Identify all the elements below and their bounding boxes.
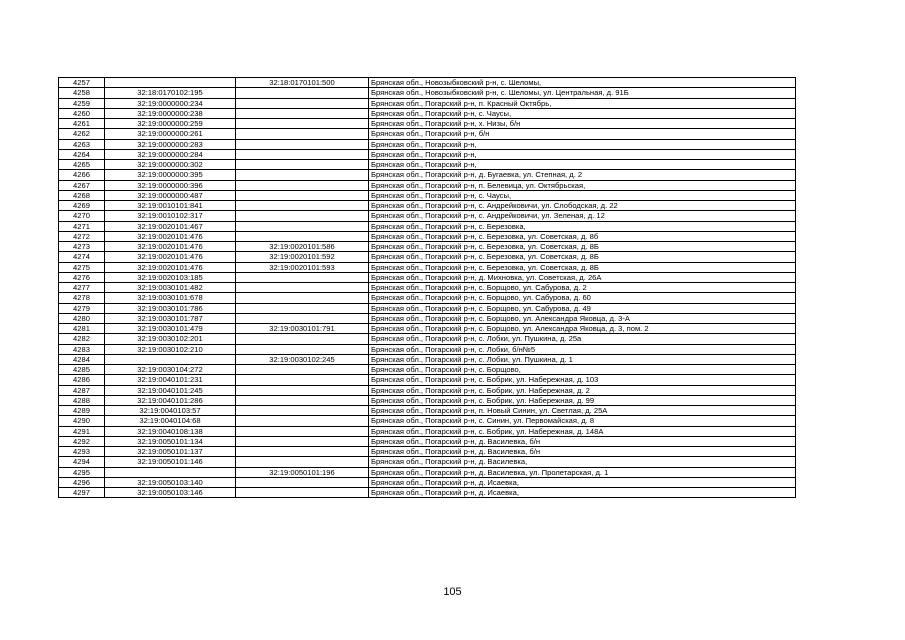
- cadastral-number-cell: 32:19:0000000:284: [105, 149, 236, 159]
- address-cell: Брянская обл., Погарский р-н, с. Березовка, ул. Советская, д. 8Б: [369, 252, 796, 262]
- table-row: [59, 149, 796, 159]
- table-row: [59, 242, 796, 252]
- address-cell: Брянская обл., Погарский р-н, д. Бугаевка, ул. Степная, д. 2: [369, 170, 796, 180]
- cadastral-number-cell: 32:19:0050103:140: [105, 477, 236, 487]
- row-number-cell: 4266: [59, 170, 105, 180]
- table-row: [59, 457, 796, 467]
- table-row: [59, 129, 796, 139]
- linked-cadastral-number-cell: [236, 365, 369, 375]
- row-number-cell: 4289: [59, 406, 105, 416]
- address-cell: Брянская обл., Погарский р-н, с. Борщово, ул. Сабурова, д. 60: [369, 293, 796, 303]
- address-cell: Брянская обл., Погарский р-н, с. Чаусы,: [369, 108, 796, 118]
- cadastral-number-cell: 32:19:0040104:68: [105, 416, 236, 426]
- address-cell: Брянская обл., Новозыбковский р-н, с. Шеломы, ул. Центральная, д. 91Б: [369, 88, 796, 98]
- linked-cadastral-number-cell: [236, 416, 369, 426]
- address-cell: Брянская обл., Погарский р-н,: [369, 160, 796, 170]
- registry-table: [58, 77, 796, 498]
- cadastral-number-cell: 32:19:0000000:238: [105, 108, 236, 118]
- table-row: [59, 139, 796, 149]
- row-number-cell: 4261: [59, 119, 105, 129]
- table-row: [59, 190, 796, 200]
- table-row: [59, 447, 796, 457]
- table-row: [59, 406, 796, 416]
- page-number: 105: [443, 586, 462, 598]
- row-number-cell: 4287: [59, 385, 105, 395]
- linked-cadastral-number-cell: [236, 272, 369, 282]
- cadastral-number-cell: 32:19:0030101:482: [105, 283, 236, 293]
- linked-cadastral-number-cell: [236, 139, 369, 149]
- address-cell: Брянская обл., Погарский р-н, с. Березовка, ул. Советская, д. 8Б: [369, 242, 796, 252]
- address-cell: Брянская обл., Новозыбковский р-н, с. Шеломы,: [369, 78, 796, 88]
- cadastral-number-cell: 32:19:0000000:302: [105, 160, 236, 170]
- table-row: [59, 252, 796, 262]
- row-number-cell: 4295: [59, 467, 105, 477]
- linked-cadastral-number-cell: [236, 426, 369, 436]
- address-cell: Брянская обл., Погарский р-н, с. Березовка, ул. Советская, д. 8б: [369, 231, 796, 241]
- row-number-cell: 4279: [59, 303, 105, 313]
- linked-cadastral-number-cell: 32:19:0030102:245: [236, 354, 369, 364]
- row-number-cell: 4260: [59, 108, 105, 118]
- table-row: [59, 201, 796, 211]
- row-number-cell: 4263: [59, 139, 105, 149]
- linked-cadastral-number-cell: [236, 406, 369, 416]
- address-cell: Брянская обл., Погарский р-н, с. Бобрик, ул. Набережная, д. 148А: [369, 426, 796, 436]
- cadastral-number-cell: 32:19:0000000:395: [105, 170, 236, 180]
- row-number-cell: 4259: [59, 98, 105, 108]
- address-cell: Брянская обл., Погарский р-н, с. Борщово, ул. Сабурова, д. 2: [369, 283, 796, 293]
- linked-cadastral-number-cell: [236, 344, 369, 354]
- cadastral-number-cell: 32:19:0020103:185: [105, 272, 236, 282]
- linked-cadastral-number-cell: [236, 221, 369, 231]
- address-cell: Брянская обл., Погарский р-н, с. Андрейковичи, ул. Слободская, д. 22: [369, 201, 796, 211]
- address-cell: Брянская обл., Погарский р-н, д. Василевка, ул. Пролетарская, д. 1: [369, 467, 796, 477]
- row-number-cell: 4273: [59, 242, 105, 252]
- row-number-cell: 4282: [59, 334, 105, 344]
- row-number-cell: 4280: [59, 313, 105, 323]
- table-row: [59, 78, 796, 88]
- table-row: [59, 324, 796, 334]
- table-row: [59, 313, 796, 323]
- row-number-cell: 4285: [59, 365, 105, 375]
- cadastral-number-cell: 32:19:0040101:245: [105, 385, 236, 395]
- row-number-cell: 4271: [59, 221, 105, 231]
- table-row: [59, 160, 796, 170]
- linked-cadastral-number-cell: [236, 170, 369, 180]
- linked-cadastral-number-cell: [236, 160, 369, 170]
- row-number-cell: 4264: [59, 149, 105, 159]
- address-cell: Брянская обл., Погарский р-н, с. Синин, ул. Первомайская, д. 8: [369, 416, 796, 426]
- row-number-cell: 4267: [59, 180, 105, 190]
- row-number-cell: 4292: [59, 436, 105, 446]
- table-row: [59, 88, 796, 98]
- table-row: [59, 293, 796, 303]
- row-number-cell: 4277: [59, 283, 105, 293]
- row-number-cell: 4257: [59, 78, 105, 88]
- cadastral-number-cell: 32:19:0030101:479: [105, 324, 236, 334]
- linked-cadastral-number-cell: [236, 303, 369, 313]
- table-row: [59, 303, 796, 313]
- table-row: [59, 170, 796, 180]
- cadastral-number-cell: 32:18:0170102:195: [105, 88, 236, 98]
- table-row: [59, 365, 796, 375]
- linked-cadastral-number-cell: 32:18:0170101:500: [236, 78, 369, 88]
- cadastral-number-cell: [105, 467, 236, 477]
- cadastral-number-cell: 32:19:0020101:476: [105, 262, 236, 272]
- linked-cadastral-number-cell: 32:19:0020101:593: [236, 262, 369, 272]
- row-number-cell: 4269: [59, 201, 105, 211]
- address-cell: Брянская обл., Погарский р-н, с. Бобрик, ул. Набережная, д. 99: [369, 395, 796, 405]
- table-row: [59, 272, 796, 282]
- linked-cadastral-number-cell: [236, 385, 369, 395]
- row-number-cell: 4265: [59, 160, 105, 170]
- linked-cadastral-number-cell: [236, 436, 369, 446]
- cadastral-number-cell: 32:19:0030101:678: [105, 293, 236, 303]
- row-number-cell: 4281: [59, 324, 105, 334]
- table-row: [59, 395, 796, 405]
- linked-cadastral-number-cell: [236, 190, 369, 200]
- linked-cadastral-number-cell: [236, 98, 369, 108]
- address-cell: Брянская обл., Погарский р-н, с. Березовка, ул. Советская, д. 8Б: [369, 262, 796, 272]
- cadastral-number-cell: 32:19:0020101:476: [105, 242, 236, 252]
- address-cell: Брянская обл., Погарский р-н, с. Борщово, ул. Александра Яковца, д. 3-А: [369, 313, 796, 323]
- cadastral-number-cell: 32:19:0040108:138: [105, 426, 236, 436]
- address-cell: Брянская обл., Погарский р-н, с. Борщово, ул. Сабурова, д. 49: [369, 303, 796, 313]
- row-number-cell: 4286: [59, 375, 105, 385]
- cadastral-number-cell: 32:19:0040101:231: [105, 375, 236, 385]
- row-number-cell: 4288: [59, 395, 105, 405]
- table-row: [59, 262, 796, 272]
- row-number-cell: 4284: [59, 354, 105, 364]
- linked-cadastral-number-cell: [236, 231, 369, 241]
- table-row: [59, 477, 796, 487]
- address-cell: Брянская обл., Погарский р-н,: [369, 149, 796, 159]
- table-row: [59, 283, 796, 293]
- table-row: [59, 375, 796, 385]
- linked-cadastral-number-cell: [236, 395, 369, 405]
- linked-cadastral-number-cell: 32:19:0030101:791: [236, 324, 369, 334]
- registry-table-body: [59, 78, 796, 498]
- linked-cadastral-number-cell: [236, 313, 369, 323]
- cadastral-number-cell: 32:19:0030102:201: [105, 334, 236, 344]
- table-row: [59, 98, 796, 108]
- linked-cadastral-number-cell: [236, 180, 369, 190]
- cadastral-number-cell: [105, 78, 236, 88]
- address-cell: Брянская обл., Погарский р-н, с. Бобрик, ул. Набережная, д. 103: [369, 375, 796, 385]
- linked-cadastral-number-cell: [236, 457, 369, 467]
- linked-cadastral-number-cell: [236, 201, 369, 211]
- row-number-cell: 4291: [59, 426, 105, 436]
- row-number-cell: 4294: [59, 457, 105, 467]
- cadastral-number-cell: 32:19:0030102:210: [105, 344, 236, 354]
- address-cell: Брянская обл., Погарский р-н, с. Березовка,: [369, 221, 796, 231]
- table-row: [59, 467, 796, 477]
- row-number-cell: 4293: [59, 447, 105, 457]
- table-row: [59, 108, 796, 118]
- linked-cadastral-number-cell: [236, 149, 369, 159]
- cadastral-number-cell: 32:19:0050101:146: [105, 457, 236, 467]
- cadastral-number-cell: 32:19:0050101:137: [105, 447, 236, 457]
- address-cell: Брянская обл., Погарский р-н, д. Исаевка,: [369, 488, 796, 498]
- cadastral-number-cell: 32:19:0010101:841: [105, 201, 236, 211]
- address-cell: Брянская обл., Погарский р-н, д. Василевка, б/н: [369, 447, 796, 457]
- linked-cadastral-number-cell: [236, 108, 369, 118]
- address-cell: Брянская обл., Погарский р-н, х. Низы, б/н: [369, 119, 796, 129]
- cadastral-number-cell: 32:19:0000000:234: [105, 98, 236, 108]
- address-cell: Брянская обл., Погарский р-н, с. Чаусы,: [369, 190, 796, 200]
- cadastral-number-cell: [105, 354, 236, 364]
- cadastral-number-cell: 32:19:0000000:487: [105, 190, 236, 200]
- row-number-cell: 4272: [59, 231, 105, 241]
- linked-cadastral-number-cell: [236, 129, 369, 139]
- linked-cadastral-number-cell: [236, 283, 369, 293]
- row-number-cell: 4290: [59, 416, 105, 426]
- row-number-cell: 4297: [59, 488, 105, 498]
- row-number-cell: 4278: [59, 293, 105, 303]
- address-cell: Брянская обл., Погарский р-н, с. Лобки, ул. Пушкина, д. 1: [369, 354, 796, 364]
- cadastral-number-cell: 32:19:0030104:272: [105, 365, 236, 375]
- table-row: [59, 385, 796, 395]
- address-cell: Брянская обл., Погарский р-н, п. Белевица, ул. Октябрьская,: [369, 180, 796, 190]
- cadastral-number-cell: 32:19:0000000:259: [105, 119, 236, 129]
- table-row: [59, 231, 796, 241]
- cadastral-number-cell: 32:19:0000000:396: [105, 180, 236, 190]
- cadastral-number-cell: 32:19:0030101:787: [105, 313, 236, 323]
- address-cell: Брянская обл., Погарский р-н, д. Михновка, ул. Советская, д. 26А: [369, 272, 796, 282]
- cadastral-number-cell: 32:19:0020101:476: [105, 252, 236, 262]
- address-cell: Брянская обл., Погарский р-н, с. Борщово,: [369, 365, 796, 375]
- cadastral-number-cell: 32:19:0020101:476: [105, 231, 236, 241]
- cadastral-number-cell: 32:19:0050101:134: [105, 436, 236, 446]
- linked-cadastral-number-cell: [236, 477, 369, 487]
- table-row: [59, 426, 796, 436]
- row-number-cell: 4275: [59, 262, 105, 272]
- cadastral-number-cell: 32:19:0050103:146: [105, 488, 236, 498]
- cadastral-number-cell: 32:19:0010102:317: [105, 211, 236, 221]
- row-number-cell: 4276: [59, 272, 105, 282]
- address-cell: Брянская обл., Погарский р-н, с. Лобки, ул. Пушкина, д. 25а: [369, 334, 796, 344]
- table-row: [59, 436, 796, 446]
- row-number-cell: 4258: [59, 88, 105, 98]
- table-row: [59, 416, 796, 426]
- table-row: [59, 354, 796, 364]
- row-number-cell: 4262: [59, 129, 105, 139]
- row-number-cell: 4274: [59, 252, 105, 262]
- row-number-cell: 4296: [59, 477, 105, 487]
- linked-cadastral-number-cell: [236, 488, 369, 498]
- linked-cadastral-number-cell: [236, 88, 369, 98]
- table-row: [59, 180, 796, 190]
- table-row: [59, 211, 796, 221]
- linked-cadastral-number-cell: 32:19:0020101:586: [236, 242, 369, 252]
- table-row: [59, 334, 796, 344]
- cadastral-number-cell: 32:19:0000000:283: [105, 139, 236, 149]
- cadastral-number-cell: 32:19:0040101:286: [105, 395, 236, 405]
- linked-cadastral-number-cell: 32:19:0050101:196: [236, 467, 369, 477]
- cadastral-number-cell: 32:19:0000000:261: [105, 129, 236, 139]
- table-row: [59, 119, 796, 129]
- address-cell: Брянская обл., Погарский р-н, п. Красный Октябрь,: [369, 98, 796, 108]
- linked-cadastral-number-cell: [236, 211, 369, 221]
- address-cell: Брянская обл., Погарский р-н, с. Бобрик, ул. Набережная, д. 2: [369, 385, 796, 395]
- linked-cadastral-number-cell: [236, 119, 369, 129]
- linked-cadastral-number-cell: [236, 375, 369, 385]
- address-cell: Брянская обл., Погарский р-н, с. Борщово, ул. Александра Яковца, д. 3, пом. 2: [369, 324, 796, 334]
- address-cell: Брянская обл., Погарский р-н, д. Василевка, б/н: [369, 436, 796, 446]
- cadastral-number-cell: 32:19:0020101:467: [105, 221, 236, 231]
- address-cell: Брянская обл., Погарский р-н, с. Лобки, б/н№5: [369, 344, 796, 354]
- address-cell: Брянская обл., Погарский р-н,: [369, 139, 796, 149]
- address-cell: Брянская обл., Погарский р-н, д. Василевка,: [369, 457, 796, 467]
- address-cell: Брянская обл., Погарский р-н, д. Исаевка,: [369, 477, 796, 487]
- row-number-cell: 4268: [59, 190, 105, 200]
- cadastral-number-cell: 32:19:0040103:57: [105, 406, 236, 416]
- linked-cadastral-number-cell: [236, 334, 369, 344]
- table-row: [59, 344, 796, 354]
- table-row: [59, 488, 796, 498]
- address-cell: Брянская обл., Погарский р-н, б/н: [369, 129, 796, 139]
- row-number-cell: 4283: [59, 344, 105, 354]
- address-cell: Брянская обл., Погарский р-н, с. Андрейковичи, ул. Зеленая, д. 12: [369, 211, 796, 221]
- address-cell: Брянская обл., Погарский р-н, п. Новый Синин, ул. Светлая, д. 25А: [369, 406, 796, 416]
- row-number-cell: 4270: [59, 211, 105, 221]
- linked-cadastral-number-cell: [236, 293, 369, 303]
- cadastral-number-cell: 32:19:0030101:786: [105, 303, 236, 313]
- linked-cadastral-number-cell: 32:19:0020101:592: [236, 252, 369, 262]
- table-row: [59, 221, 796, 231]
- linked-cadastral-number-cell: [236, 447, 369, 457]
